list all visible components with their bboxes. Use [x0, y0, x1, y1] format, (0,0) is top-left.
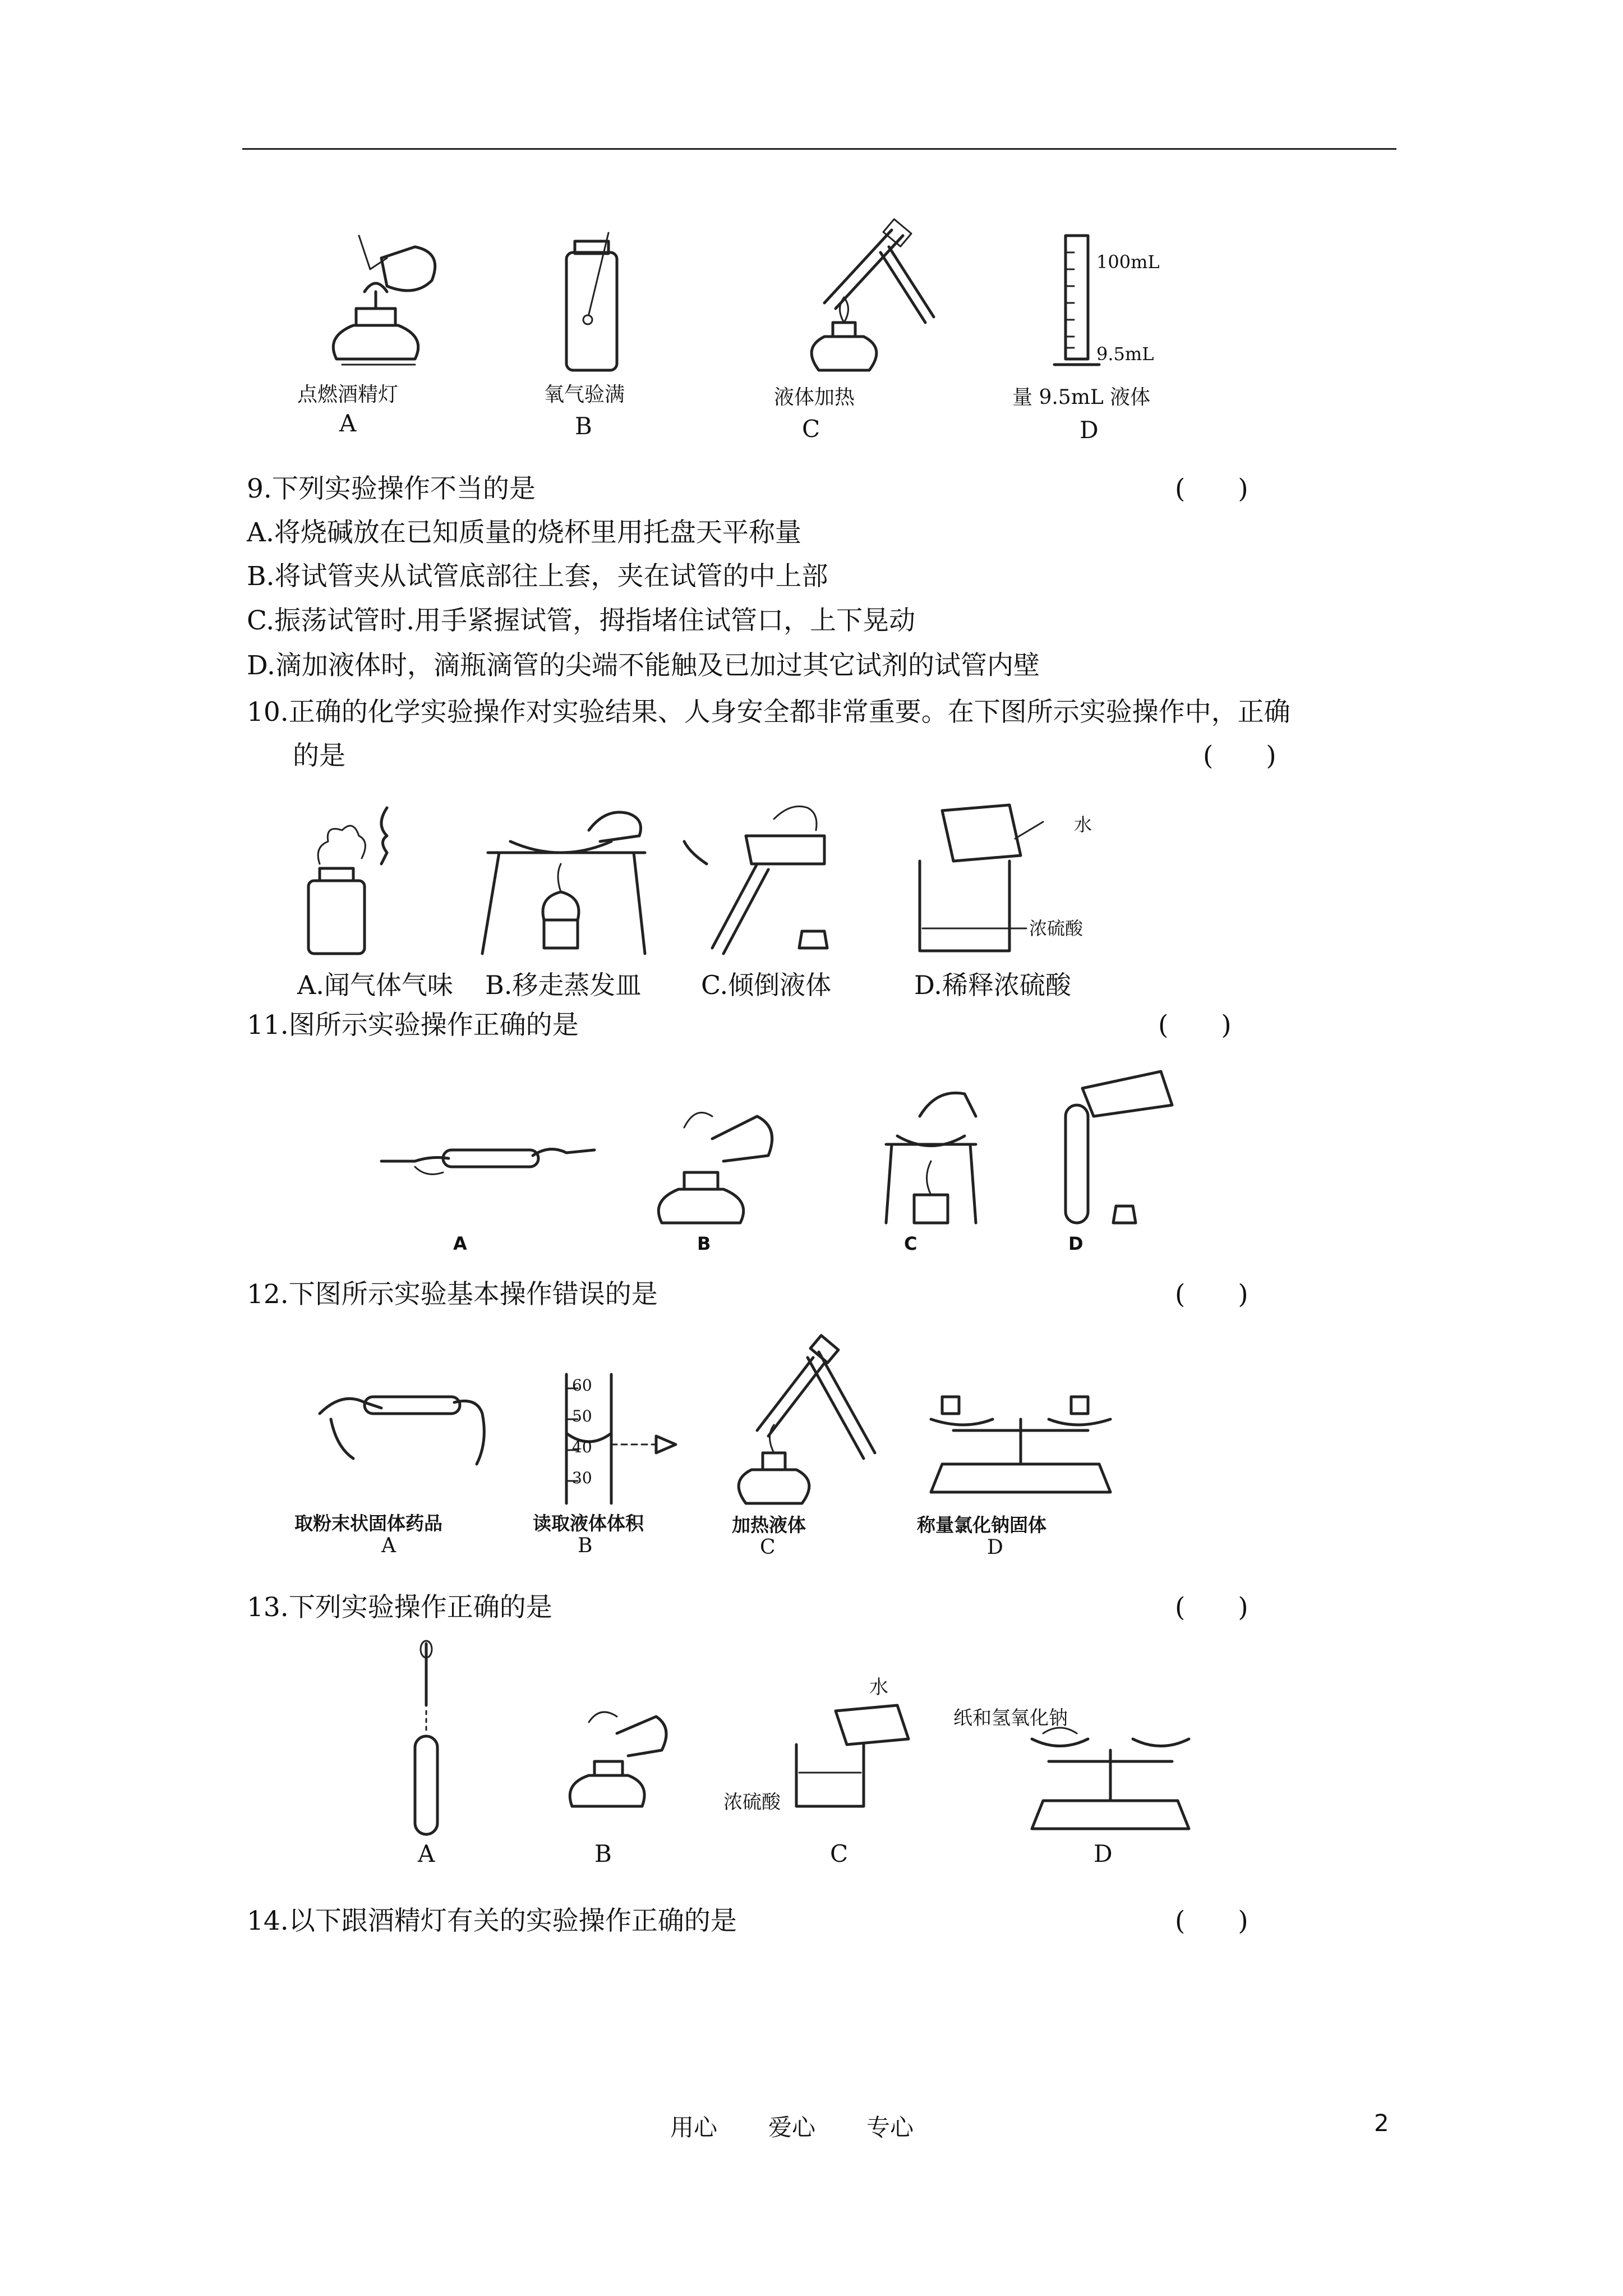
- caption-c: 液体加热: [774, 386, 855, 409]
- dropper-tube-illustration: [404, 1638, 449, 1840]
- water-into-acid-illustration: [785, 1700, 931, 1812]
- q13-label-water: 水: [869, 1676, 888, 1699]
- footer-motto-2: 爱心: [768, 2114, 816, 2141]
- powder-spatula-illustration: [314, 1358, 494, 1470]
- page-number: 2: [1374, 2109, 1389, 2137]
- q11-stem: 11.图所示实验操作正确的是: [247, 1010, 579, 1041]
- q14-stem: 14.以下跟酒精灯有关的实验操作正确的是: [247, 1906, 737, 1936]
- oxygen-bottle-illustration: [555, 230, 628, 376]
- lamp-light-illustration: [651, 1094, 780, 1234]
- q13-letter-a: A: [418, 1840, 435, 1867]
- cylinder-label-100: 100mL: [1096, 251, 1160, 273]
- q13-stem: 13.下列实验操作正确的是: [247, 1592, 552, 1623]
- q10-label-acid: 浓硫酸: [1029, 918, 1083, 939]
- caption-b: 氧气验满: [544, 383, 625, 406]
- q13-letter-d: D: [1094, 1840, 1113, 1867]
- q9-stem: 9.下列实验操作不当的是: [247, 473, 536, 504]
- q10-stem-line1: 10.正确的化学实验操作对实验结果、人身安全都非常重要。在下图所示实验操作中，正确: [247, 697, 1290, 728]
- q11-letter-b: B: [697, 1233, 711, 1254]
- q12-caption-b: 读取液体体积: [533, 1512, 644, 1534]
- scale-30: 30: [572, 1469, 592, 1487]
- caption-d: 量 9.5mL 液体: [1012, 386, 1151, 409]
- q14-answer-paren: ( ): [1175, 1906, 1248, 1936]
- q13-label-acid: 浓硫酸: [723, 1791, 781, 1814]
- header-rule: [242, 148, 1396, 150]
- q9-option-b: B.将试管夹从试管底部往上套，夹在试管的中上部: [247, 561, 828, 592]
- q10-caption-c: C.倾倒液体: [701, 970, 832, 1000]
- letter-b: B: [575, 412, 592, 440]
- letter-c: C: [802, 415, 820, 443]
- heat-dish-illustration: [875, 1083, 987, 1228]
- q11-answer-paren: ( ): [1158, 1010, 1232, 1041]
- q9-answer-paren: ( ): [1175, 473, 1248, 504]
- q12-letter-d: D: [987, 1536, 1003, 1559]
- pour-liquid-illustration: [673, 797, 858, 959]
- q10-stem-line2: 的是: [293, 740, 345, 771]
- shake-tube-illustration: [381, 1128, 594, 1195]
- q13-label-paper-naoh: 纸和氢氧化钠: [953, 1707, 1068, 1729]
- q12-caption-d: 称量氯化钠固体: [917, 1514, 1046, 1536]
- letter-a: A: [339, 409, 357, 437]
- q12-answer-paren: ( ): [1175, 1279, 1248, 1310]
- evaporating-dish-illustration: [477, 797, 656, 959]
- q10-label-water: 水: [1074, 814, 1092, 835]
- caption-a: 点燃酒精灯: [297, 383, 399, 406]
- heat-liquid-illustration: [723, 1335, 892, 1520]
- lighting-lamp-illustration: [303, 224, 449, 387]
- q9-option-d: D.滴加液体时，滴瓶滴管的尖端不能触及已加过其它试剂的试管内壁: [247, 650, 1040, 681]
- q10-caption-b: B.移走蒸发皿: [485, 970, 642, 1000]
- q10-answer-paren: ( ): [1203, 740, 1276, 771]
- q12-caption-c: 加热液体: [732, 1514, 806, 1536]
- smell-gas-illustration: [303, 802, 415, 959]
- q12-letter-c: C: [760, 1536, 776, 1559]
- q10-caption-d: D.稀释浓硫酸: [914, 970, 1071, 1000]
- q9-option-c: C.振荡试管时.用手紧握试管，拇指堵住试管口，上下晃动: [247, 605, 916, 636]
- footer-motto-3: 专心: [866, 2114, 914, 2141]
- q13-answer-paren: ( ): [1175, 1592, 1248, 1623]
- q11-letter-a: A: [453, 1233, 467, 1254]
- q12-stem: 12.下图所示实验基本操作错误的是: [247, 1279, 658, 1310]
- letter-d: D: [1080, 416, 1099, 444]
- cylinder-label-9-5: 9.5mL: [1096, 343, 1154, 365]
- q12-letter-a: A: [381, 1534, 396, 1557]
- q11-letter-d: D: [1068, 1233, 1083, 1254]
- q13-letter-b: B: [594, 1840, 612, 1867]
- q9-option-a: A.将烧碱放在已知质量的烧杯里用托盘天平称量: [247, 517, 801, 548]
- lamp-ignite-illustration: [566, 1700, 673, 1812]
- q10-caption-a: A.闻气体气味: [297, 970, 453, 1000]
- scale-50: 50: [572, 1407, 592, 1425]
- q11-letter-c: C: [904, 1233, 917, 1254]
- q13-letter-c: C: [830, 1840, 849, 1867]
- balance-illustration: [920, 1386, 1122, 1498]
- footer-motto-1: 用心: [670, 2114, 718, 2141]
- pour-tube-illustration: [1054, 1066, 1183, 1234]
- scale-40: 40: [572, 1438, 592, 1456]
- scale-60: 60: [572, 1376, 592, 1395]
- q12-caption-a: 取粉末状固体药品: [294, 1512, 442, 1534]
- heating-tube-illustration: [780, 219, 942, 387]
- q12-letter-b: B: [578, 1534, 593, 1557]
